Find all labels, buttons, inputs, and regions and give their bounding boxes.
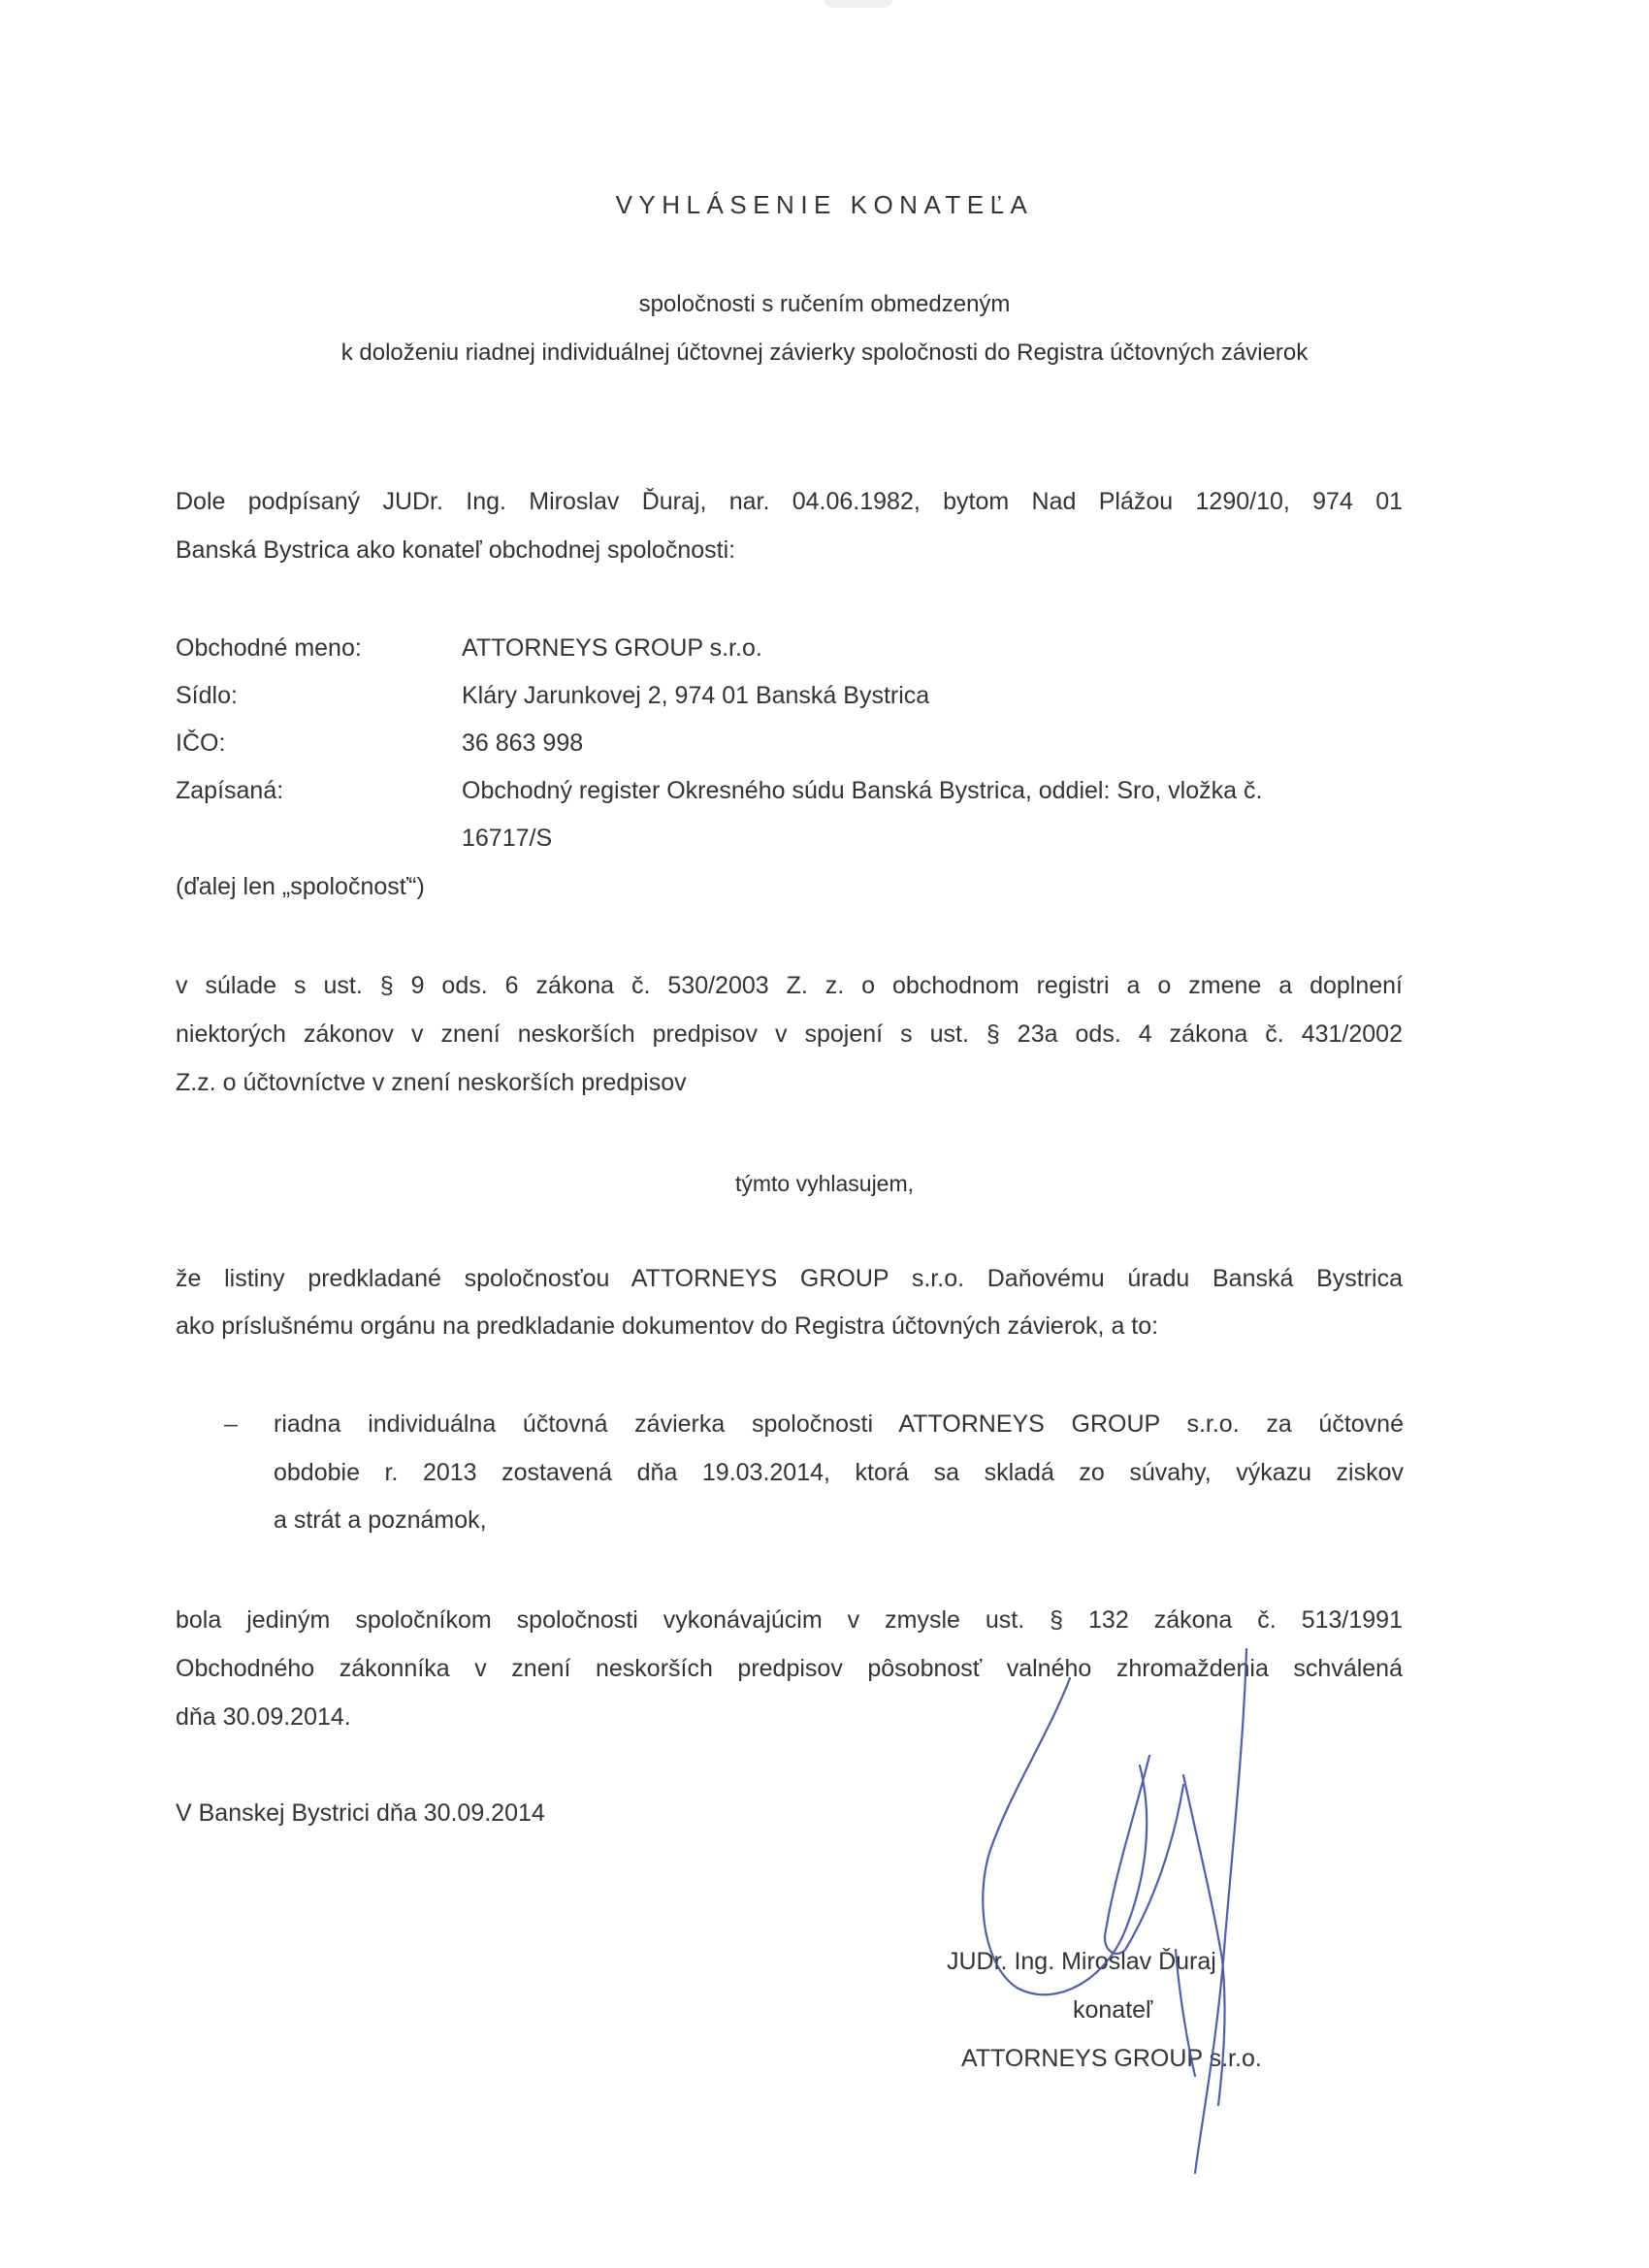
approval-line-3: dňa 30.09.2014.	[176, 1703, 351, 1731]
signature-stroke-inner	[1105, 1756, 1183, 1954]
scan-artifact	[824, 0, 892, 8]
approval-line-2: Obchodného zákonníka v znení neskorších predpisov pôsobnosť valného zhromaždenia schválená	[176, 1655, 1403, 1682]
company-alias: (ďalej len „spoločnosť“)	[176, 873, 425, 900]
seat-value: Kláry Jarunkovej 2, 974 01 Banská Bystrica	[462, 682, 930, 709]
documents-line-2: ako príslušnému orgánu na predkladanie dokumentov do Registra účtovných závierok, a to:	[176, 1312, 1159, 1340]
legal-basis-line-2: niektorých zákonov v znení neskorších predpisov v spojení s ust. § 23a ods. 4 zákona č. 431/2002	[176, 1021, 1403, 1048]
ico-label: IČO:	[176, 729, 226, 757]
subtitle-line-1: spoločnosti s ručením obmedzeným	[638, 291, 1011, 317]
documents-line-1: že listiny predkladané spoločnosťou ATTORNEYS GROUP s.r.o. Daňovému úradu Banská Bystrica	[176, 1265, 1403, 1292]
company-name-label: Obchodné meno:	[176, 634, 362, 662]
list-item-line-1: riadna individuálna účtovná závierka spoločnosti ATTORNEYS GROUP s.r.o. za účtovné	[274, 1410, 1404, 1438]
intro-line-2: Banská Bystrica ako konateľ obchodnej spoločnosti:	[176, 536, 736, 564]
document-title: VYHLÁSENIE KONATEĽA	[615, 190, 1034, 219]
legal-basis-line-3: Z.z. o účtovníctve v znení neskorších predpisov	[176, 1069, 687, 1096]
legal-basis-line-1: v súlade s ust. § 9 ods. 6 zákona č. 530/2003 Z. z. o obchodnom registri a o zmene a doplnení	[176, 972, 1403, 999]
place-and-date: V Banskej Bystrici dňa 30.09.2014	[176, 1799, 545, 1827]
registered-label: Zapísaná:	[176, 777, 284, 804]
signature-stroke-long-vertical	[1195, 1649, 1246, 2173]
registered-value: Obchodný register Okresného súdu Banská Bystrica, oddiel: Sro, vložka č.	[462, 777, 1263, 804]
list-item-line-2: obdobie r. 2013 zostavená dňa 19.03.2014, ktorá sa skladá zo súvahy, výkazu ziskov	[274, 1459, 1404, 1486]
approval-line-1: bola jediným spoločníkom spoločnosti vykonávajúcim v zmysle ust. § 132 zákona č. 513/1991	[176, 1606, 1403, 1634]
ico-value: 36 863 998	[462, 729, 584, 757]
subtitle-line-2: k doloženiu riadnej individuálnej účtovnej závierky spoločnosti do Registra účtovných závierok	[340, 340, 1309, 366]
signatory-name: JUDr. Ing. Miroslav Ďuraj	[947, 1948, 1216, 1975]
list-bullet-dash: –	[224, 1410, 238, 1438]
declaration-heading: týmto vyhlasujem,	[734, 1171, 915, 1196]
seat-label: Sídlo:	[176, 682, 238, 709]
signatory-company: ATTORNEYS GROUP s.r.o.	[961, 2045, 1262, 2072]
registered-value-continued: 16717/S	[462, 825, 553, 852]
signatory-role: konateľ	[1073, 1996, 1153, 2024]
intro-line-1: Dole podpísaný JUDr. Ing. Miroslav Ďuraj, nar. 04.06.1982, bytom Nad Plážou 1290/10, 974 01	[176, 488, 1403, 515]
company-name-value: ATTORNEYS GROUP s.r.o.	[462, 634, 762, 662]
list-item-line-3: a strát a poznámok,	[274, 1507, 487, 1534]
